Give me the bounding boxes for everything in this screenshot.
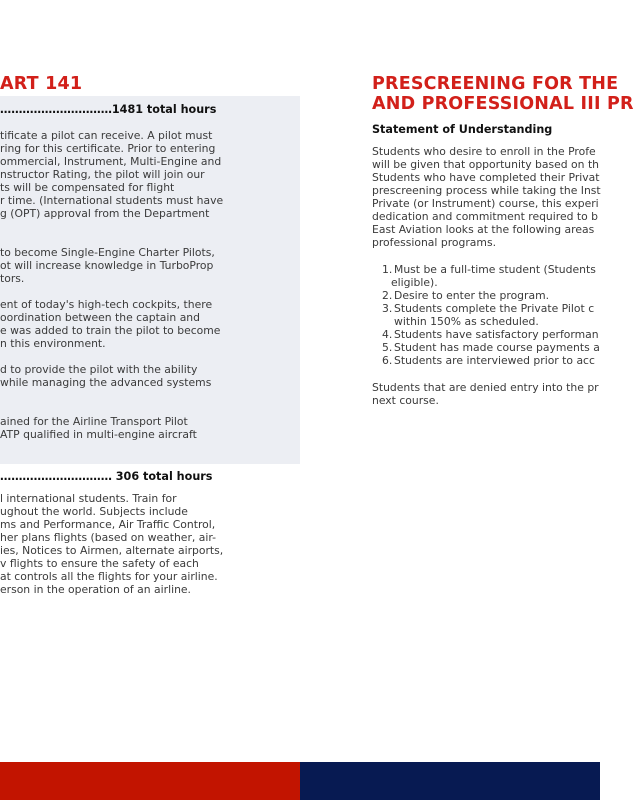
list-text: Student has made course payments a	[394, 341, 600, 354]
text-line: ained for the Airline Transport Pilot	[0, 415, 188, 428]
right-page-heading-line1: PRESCREENING FOR THE	[372, 74, 619, 94]
text-line: professional programs.	[372, 236, 496, 249]
text-line: Students that are denied entry into the pr	[372, 381, 599, 394]
text-line: to become Single-Engine Charter Pilots,	[0, 246, 215, 259]
text-line: ATP qualified in multi-engine aircraft	[0, 428, 197, 441]
right-page-heading-line2: AND PROFESSIONAL III PR	[372, 94, 634, 114]
text-line: ies, Notices to Airmen, alternate airports,	[0, 544, 224, 557]
text-line: tificate a pilot can receive. A pilot must	[0, 129, 213, 142]
text-line: her plans flights (based on weather, air-	[0, 531, 217, 544]
text-line: ughout the world. Subjects include	[0, 505, 188, 518]
text-line: East Aviation looks at the following areas	[372, 223, 595, 236]
text-line: e was added to train the pilot to become	[0, 324, 221, 337]
text-line: while managing the advanced systems	[0, 376, 212, 389]
text-line: tors.	[0, 272, 25, 285]
list-text: Must be a full-time student (Students	[394, 263, 596, 276]
text-line: ts will be compensated for flight	[0, 181, 175, 194]
list-number: 4.	[382, 328, 393, 341]
total-hours-306: ………………………… 306 total hours	[0, 470, 213, 483]
text-line: g (OPT) approval from the Department	[0, 207, 210, 220]
text-line: d to provide the pilot with the ability	[0, 363, 198, 376]
list-number: 6.	[382, 354, 393, 367]
text-line: v flights to ensure the safety of each	[0, 557, 199, 570]
text-line: r time. (International students must have	[0, 194, 224, 207]
text-line: oordination between the captain and	[0, 311, 201, 324]
text-line: Private (or Instrument) course, this experi	[372, 197, 599, 210]
text-line: ms and Performance, Air Traffic Control,	[0, 518, 216, 531]
program-info-box	[0, 96, 300, 464]
list-text: Students have satisfactory performan	[394, 328, 599, 341]
text-line: ring for this certificate. Prior to entering	[0, 142, 216, 155]
text-line: will be given that opportunity based on th	[372, 158, 600, 171]
text-line: nstructor Rating, the pilot will join our	[0, 168, 205, 181]
text-line: ot will increase knowledge in TurboProp	[0, 259, 214, 272]
text-line: Students who have completed their Privat	[372, 171, 600, 184]
text-line: ent of today's high-tech cockpits, there	[0, 298, 213, 311]
footer-band-red	[0, 762, 300, 800]
text-line: erson in the operation of an airline.	[0, 583, 191, 596]
text-line: Students who desire to enroll in the Profe	[372, 145, 596, 158]
text-line: next course.	[372, 394, 439, 407]
list-number: 1.	[382, 263, 393, 276]
text-line: prescreening process while taking the Inst	[372, 184, 601, 197]
list-text: within 150% as scheduled.	[394, 315, 539, 328]
list-number: 5.	[382, 341, 393, 354]
text-line: l international students. Train for	[0, 492, 177, 505]
list-text: Students complete the Private Pilot c	[394, 302, 595, 315]
list-number: 2.	[382, 289, 393, 302]
total-hours-1481: …………………………1481 total hours	[0, 103, 217, 116]
text-line: n this environment.	[0, 337, 106, 350]
left-page-heading: ART 141	[0, 74, 83, 94]
statement-subheading: Statement of Understanding	[372, 123, 553, 136]
footer-band-navy	[300, 762, 600, 800]
list-text: Desire to enter the program.	[394, 289, 550, 302]
text-line: ommercial, Instrument, Multi-Engine and	[0, 155, 222, 168]
list-number: 3.	[382, 302, 393, 315]
text-line: dedication and commitment required to b	[372, 210, 599, 223]
list-text: Students are interviewed prior to acc	[394, 354, 595, 367]
list-text: eligible).	[391, 276, 438, 289]
text-line: at controls all the flights for your airline.	[0, 570, 218, 583]
